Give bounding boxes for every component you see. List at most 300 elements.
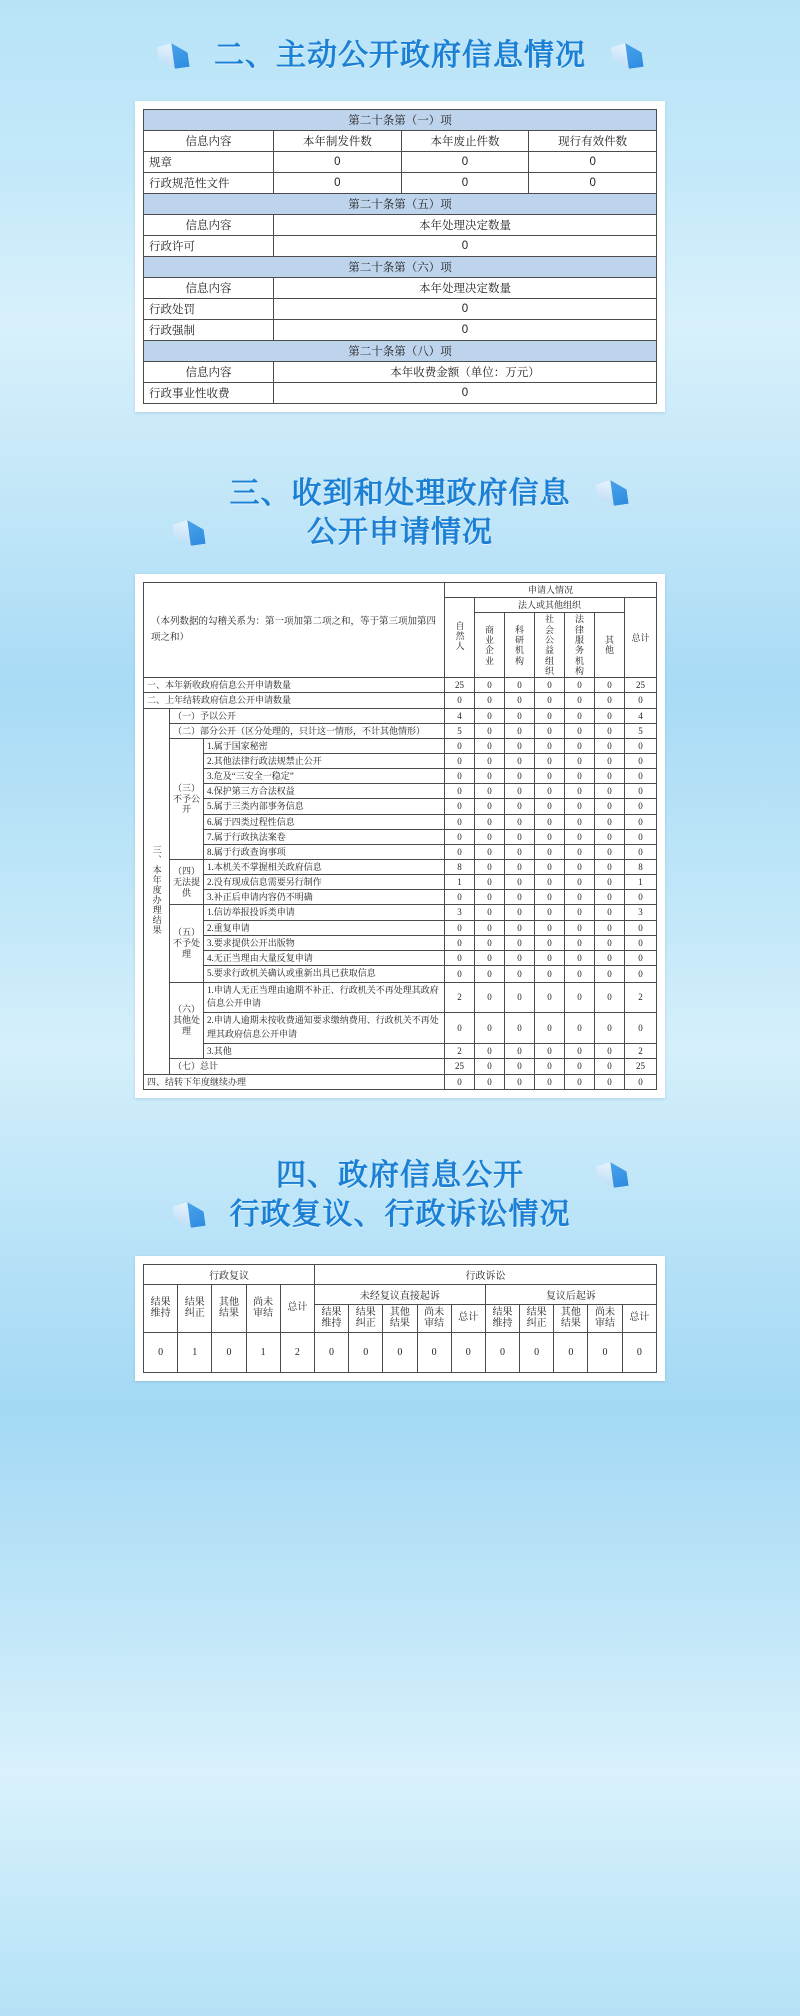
- cell-value: 0: [625, 814, 657, 829]
- cell-value: 0: [535, 1044, 565, 1059]
- subgroup-header-after: 复议后起诉: [485, 1284, 656, 1304]
- row-label: 一、本年新收政府信息公开申请数量: [144, 678, 445, 693]
- group-header-litigation: 行政诉讼: [314, 1264, 656, 1284]
- table-header-row: [144, 131, 657, 152]
- cell-value: 0: [505, 738, 535, 753]
- cell-value: 0: [595, 950, 625, 965]
- row-label: 行政规范性文件: [144, 173, 274, 194]
- cell-value: 0: [475, 1074, 505, 1089]
- row-label: 6.属于四类过程性信息: [204, 814, 445, 829]
- cell-value: 0: [475, 754, 505, 769]
- cell-value: 0: [565, 1013, 595, 1044]
- cell-value: 0: [565, 1059, 595, 1074]
- table-row: [144, 799, 657, 814]
- cell-value: 0: [565, 769, 595, 784]
- band-label: 第二十条第（八）项: [144, 341, 657, 362]
- cell-value: 0: [535, 890, 565, 905]
- cell-value: 1: [445, 875, 475, 890]
- cell-value: 0: [625, 966, 657, 983]
- application-handling-table: [143, 582, 657, 1090]
- cell-value: 0: [535, 950, 565, 965]
- cell-value: 0: [565, 890, 595, 905]
- cell-value: 0: [505, 875, 535, 890]
- cell-value: 0: [505, 678, 535, 693]
- col-header-pending: 尚未审结: [246, 1284, 280, 1332]
- cell-value: 0: [535, 723, 565, 738]
- cell-value: 0: [505, 829, 535, 844]
- diamond-cube-icon: [172, 516, 206, 550]
- cell-value: 2: [445, 1044, 475, 1059]
- col-header-upheld: 结果维持: [144, 1284, 178, 1332]
- row-label: 8.属于行政查询事项: [204, 844, 445, 859]
- cell-value: 0: [622, 1332, 656, 1372]
- table-row: [144, 693, 657, 708]
- cell-value: 0: [417, 1332, 451, 1372]
- band-label: 第二十条第（五）项: [144, 194, 657, 215]
- cell-value: 0: [475, 799, 505, 814]
- cell-value: 8: [445, 860, 475, 875]
- row-label: （七）总计: [170, 1059, 445, 1074]
- cell-value: 0: [475, 1044, 505, 1059]
- cell-value: 0: [625, 1074, 657, 1089]
- col-header-upheld: 结果维持: [314, 1304, 348, 1332]
- row-label: 2.其他法律行政法规禁止公开: [204, 754, 445, 769]
- col-header: 本年收费金额（单位：万元）: [274, 362, 657, 383]
- cell-value: 0: [535, 784, 565, 799]
- table-row: [144, 754, 657, 769]
- cell-value: 0: [505, 1013, 535, 1044]
- row-label: 2.重复申请: [204, 920, 445, 935]
- cell-value: 0: [383, 1332, 417, 1372]
- cell-value: 0: [565, 950, 595, 965]
- cell-value: 0: [625, 920, 657, 935]
- table-band-row: [144, 341, 657, 362]
- col-header-public-welfare: 社会公益组织: [535, 613, 565, 678]
- table-row: [144, 950, 657, 965]
- cell-value: 0: [595, 754, 625, 769]
- cell-value: 0: [505, 1074, 535, 1089]
- cell-value: 0: [505, 890, 535, 905]
- col-header-other-result: 其他结果: [383, 1304, 417, 1332]
- col-header-corrected: 结果纠正: [178, 1284, 212, 1332]
- table-header-row: [144, 278, 657, 299]
- cell-value: 0: [445, 769, 475, 784]
- cell-value: 0: [505, 754, 535, 769]
- cell-value: 0: [274, 320, 657, 341]
- row-label: 四、结转下年度继续办理: [144, 1074, 445, 1089]
- reconsideration-litigation-table: [143, 1264, 657, 1373]
- table-row: [144, 383, 657, 404]
- cell-value: 0: [401, 152, 529, 173]
- cell-value: 0: [445, 890, 475, 905]
- col-header: 信息内容: [144, 131, 274, 152]
- col-header-subtotal: 总计: [280, 1284, 314, 1332]
- section-4-heading: [0, 1098, 800, 1234]
- cell-value: 0: [565, 814, 595, 829]
- cell-value: 0: [625, 754, 657, 769]
- cell-value: 0: [535, 799, 565, 814]
- cell-value: 25: [625, 678, 657, 693]
- table-row: [144, 982, 657, 1013]
- cell-value: 0: [475, 784, 505, 799]
- col-header: 现行有效件数: [529, 131, 657, 152]
- cell-value: 0: [475, 723, 505, 738]
- cell-value: 0: [565, 829, 595, 844]
- cell-value: 0: [595, 693, 625, 708]
- cell-value: 2: [445, 982, 475, 1013]
- table-row: [144, 1059, 657, 1074]
- cell-value: 0: [565, 905, 595, 920]
- applicant-group-header: 申请人情况: [445, 583, 657, 598]
- cell-value: 0: [535, 693, 565, 708]
- cell-value: 0: [565, 982, 595, 1013]
- cell-value: 5: [445, 723, 475, 738]
- cell-value: 0: [565, 738, 595, 753]
- col-header-subtotal: 总计: [622, 1304, 656, 1332]
- col-header-upheld: 结果维持: [485, 1304, 519, 1332]
- cell-value: 0: [595, 738, 625, 753]
- col-header-corrected: 结果纠正: [520, 1304, 554, 1332]
- cell-value: 4: [445, 708, 475, 723]
- table-row: [144, 1332, 657, 1372]
- cell-value: 0: [445, 693, 475, 708]
- cell-value: 4: [625, 708, 657, 723]
- group-label-not-processed: （五）不予处理: [170, 905, 204, 982]
- cell-value: 0: [274, 299, 657, 320]
- row-label: 行政处罚: [144, 299, 274, 320]
- cell-value: 0: [565, 844, 595, 859]
- cell-value: 0: [475, 905, 505, 920]
- col-header: 信息内容: [144, 215, 274, 236]
- col-header-pending: 尚未审结: [588, 1304, 622, 1332]
- section-4-title-line2: 行政复议、行政诉讼情况: [229, 1197, 571, 1231]
- cell-value: 0: [535, 829, 565, 844]
- cell-value: 0: [625, 738, 657, 753]
- cell-value: 0: [475, 678, 505, 693]
- cell-value: 1: [178, 1332, 212, 1372]
- cell-value: 0: [445, 754, 475, 769]
- group-label-cannot-provide: （四）无法提供: [170, 860, 204, 905]
- table-row: [144, 173, 657, 194]
- col-header-commercial: 商业企业: [475, 613, 505, 678]
- col-header: 信息内容: [144, 278, 274, 299]
- cell-value: 0: [595, 860, 625, 875]
- cell-value: 0: [595, 920, 625, 935]
- section-3-heading: [0, 412, 800, 552]
- cell-value: 0: [595, 799, 625, 814]
- cell-value: 0: [505, 1044, 535, 1059]
- col-header-subtotal: 总计: [451, 1304, 485, 1332]
- cell-value: 0: [475, 860, 505, 875]
- cell-value: 0: [475, 890, 505, 905]
- cell-value: 0: [565, 693, 595, 708]
- cell-value: 0: [595, 769, 625, 784]
- cell-value: 0: [625, 693, 657, 708]
- cell-value: 0: [565, 875, 595, 890]
- cell-value: 0: [595, 1059, 625, 1074]
- cell-value: 0: [274, 383, 657, 404]
- cell-value: 0: [445, 935, 475, 950]
- cell-value: 0: [475, 875, 505, 890]
- cell-value: 0: [445, 738, 475, 753]
- col-header-total: 总计: [625, 598, 657, 678]
- cell-value: 0: [529, 173, 657, 194]
- table-row: [144, 860, 657, 875]
- cell-value: 0: [565, 860, 595, 875]
- cell-value: 2: [625, 1044, 657, 1059]
- cell-value: 0: [625, 784, 657, 799]
- table3-card: [135, 1256, 665, 1381]
- cell-value: 0: [505, 844, 535, 859]
- table-band-row: [144, 257, 657, 278]
- cell-value: 0: [144, 1332, 178, 1372]
- cell-value: 0: [475, 769, 505, 784]
- cell-value: 0: [535, 769, 565, 784]
- cell-value: 0: [565, 799, 595, 814]
- table-row: [144, 935, 657, 950]
- cell-value: 0: [401, 173, 529, 194]
- table-row: [144, 723, 657, 738]
- cell-value: 0: [595, 905, 625, 920]
- section-2-heading: [0, 0, 800, 75]
- cell-value: 1: [246, 1332, 280, 1372]
- cell-value: 0: [595, 1013, 625, 1044]
- section-3-title: [230, 474, 571, 552]
- table-row: [144, 738, 657, 753]
- cell-value: 0: [529, 152, 657, 173]
- table-row: [144, 1013, 657, 1044]
- cell-value: 0: [475, 693, 505, 708]
- group-label-other-handling: （六）其他处理: [170, 982, 204, 1059]
- cell-value: 2: [625, 982, 657, 1013]
- section-3-title-line1: 三、收到和处理政府信息: [229, 477, 571, 510]
- col-header-other: 其他: [595, 613, 625, 678]
- row-label: 行政强制: [144, 320, 274, 341]
- cell-value: 0: [535, 982, 565, 1013]
- cell-value: 0: [595, 723, 625, 738]
- cell-value: 0: [349, 1332, 383, 1372]
- cell-value: 0: [595, 935, 625, 950]
- section-2-title: 二、主动公开政府信息情况: [214, 39, 586, 72]
- cell-value: 0: [274, 152, 402, 173]
- cell-value: 0: [625, 1013, 657, 1044]
- table-band-row: [144, 110, 657, 131]
- cell-value: 0: [535, 814, 565, 829]
- row-label: 5.要求行政机关确认或重新出具已获取信息: [204, 966, 445, 983]
- table-row: [144, 829, 657, 844]
- cell-value: 0: [445, 829, 475, 844]
- diamond-cube-icon: [610, 39, 644, 73]
- row-label: 规章: [144, 152, 274, 173]
- cell-value: 0: [535, 966, 565, 983]
- table-header-row: [144, 362, 657, 383]
- col-header-natural-person: 自然人: [445, 598, 475, 678]
- group-label-not-disclosed: （三）不予公开: [170, 738, 204, 859]
- cell-value: 5: [625, 723, 657, 738]
- cell-value: 0: [625, 799, 657, 814]
- table-row: [144, 320, 657, 341]
- section-4-title: [230, 1156, 571, 1234]
- table-row: [144, 920, 657, 935]
- table-row: [144, 708, 657, 723]
- table2-card: [135, 574, 665, 1098]
- col-header-legal-group: 法人或其他组织: [475, 598, 625, 613]
- cell-value: 0: [475, 982, 505, 1013]
- cell-value: 0: [535, 860, 565, 875]
- cell-value: 0: [595, 982, 625, 1013]
- cell-value: 0: [595, 875, 625, 890]
- cell-value: 0: [595, 1044, 625, 1059]
- cell-value: 0: [535, 738, 565, 753]
- cell-value: 0: [535, 844, 565, 859]
- table-row: [144, 875, 657, 890]
- row-label: 1.信访举报投诉类申请: [204, 905, 445, 920]
- cell-value: 0: [505, 950, 535, 965]
- col-header-pending: 尚未审结: [417, 1304, 451, 1332]
- cell-value: 0: [475, 708, 505, 723]
- cell-value: 0: [445, 920, 475, 935]
- cell-value: 0: [595, 1074, 625, 1089]
- disclosure-statistics-table: [143, 109, 657, 404]
- cell-value: 0: [475, 950, 505, 965]
- cell-value: 0: [505, 784, 535, 799]
- cell-value: 0: [445, 950, 475, 965]
- table-row: [144, 299, 657, 320]
- cell-value: 0: [505, 693, 535, 708]
- cell-value: 0: [475, 844, 505, 859]
- table-row: [144, 236, 657, 257]
- col-header-legal-service: 法律服务机构: [565, 613, 595, 678]
- cell-value: 8: [625, 860, 657, 875]
- cell-value: 0: [595, 678, 625, 693]
- cell-value: 0: [535, 1059, 565, 1074]
- table-row: [144, 905, 657, 920]
- table-row: [144, 1074, 657, 1089]
- cell-value: 0: [314, 1332, 348, 1372]
- row-label: 1.属于国家秘密: [204, 738, 445, 753]
- row-label: 4.保护第三方合法权益: [204, 784, 445, 799]
- cell-value: 0: [625, 769, 657, 784]
- cell-value: 0: [445, 799, 475, 814]
- table-band-row: [144, 194, 657, 215]
- row-label: 行政许可: [144, 236, 274, 257]
- table1-card: [135, 101, 665, 412]
- cell-value: 0: [554, 1332, 588, 1372]
- table-header-row: [144, 1264, 657, 1284]
- cell-value: 0: [565, 1044, 595, 1059]
- cell-value: 0: [274, 236, 657, 257]
- col-header: 本年处理决定数量: [274, 215, 657, 236]
- row-label: 3.补正后申请内容仍不明确: [204, 890, 445, 905]
- cell-value: 0: [475, 738, 505, 753]
- cell-value: 0: [588, 1332, 622, 1372]
- cell-value: 0: [445, 966, 475, 983]
- cell-value: 0: [520, 1332, 554, 1372]
- row-label: 1.申请人无正当理由逾期不补正、行政机关不再处理其政府信息公开申请: [204, 982, 445, 1013]
- cell-value: 0: [505, 1059, 535, 1074]
- cell-value: 0: [505, 966, 535, 983]
- cell-value: 0: [475, 935, 505, 950]
- cell-value: 0: [595, 966, 625, 983]
- diamond-cube-icon: [595, 476, 629, 510]
- cell-value: 0: [565, 920, 595, 935]
- cell-value: 0: [625, 829, 657, 844]
- row-label: 行政事业性收费: [144, 383, 274, 404]
- cell-value: 0: [535, 920, 565, 935]
- cell-value: 0: [274, 173, 402, 194]
- table-row: [144, 814, 657, 829]
- cell-value: 0: [565, 935, 595, 950]
- table-header-row: [144, 583, 657, 598]
- cell-value: 0: [475, 1059, 505, 1074]
- cell-value: 2: [280, 1332, 314, 1372]
- row-label: 2.申请人逾期未按收费通知要求缴纳费用、行政机关不再处理其政府信息公开申请: [204, 1013, 445, 1044]
- col-header: 本年废止件数: [401, 131, 529, 152]
- cell-value: 0: [535, 875, 565, 890]
- row-label: 5.属于三类内部事务信息: [204, 799, 445, 814]
- table-header-row: [144, 1284, 657, 1304]
- cell-value: 0: [535, 905, 565, 920]
- table-row: [144, 890, 657, 905]
- cell-value: 0: [445, 1013, 475, 1044]
- table-row: [144, 678, 657, 693]
- col-header-research: 科研机构: [505, 613, 535, 678]
- subgroup-header-direct: 未经复议直接起诉: [314, 1284, 485, 1304]
- group-header-reconsideration: 行政复议: [144, 1264, 315, 1284]
- cell-value: 3: [445, 905, 475, 920]
- cell-value: 25: [625, 1059, 657, 1074]
- group-label-annual-results: 三、本年度办理结果: [144, 708, 170, 1074]
- table-row: [144, 152, 657, 173]
- cell-value: 0: [505, 708, 535, 723]
- table-row: [144, 844, 657, 859]
- cell-value: 0: [505, 860, 535, 875]
- cell-value: 0: [625, 844, 657, 859]
- col-header: 本年制发件数: [274, 131, 402, 152]
- table-row: [144, 784, 657, 799]
- cell-value: 0: [535, 1074, 565, 1089]
- cell-value: 0: [565, 966, 595, 983]
- band-label: 第二十条第（六）项: [144, 257, 657, 278]
- cell-value: 0: [505, 769, 535, 784]
- row-label: （二）部分公开（区分处理的，只计这一情形，不计其他情形）: [170, 723, 445, 738]
- cell-value: 0: [475, 814, 505, 829]
- cell-value: 25: [445, 1059, 475, 1074]
- table-row: [144, 769, 657, 784]
- cell-value: 0: [505, 723, 535, 738]
- cell-value: 0: [505, 935, 535, 950]
- section-4-title-line1: 四、政府信息公开: [276, 1158, 524, 1192]
- col-header: 本年处理决定数量: [274, 278, 657, 299]
- cell-value: 0: [595, 708, 625, 723]
- col-header-corrected: 结果纠正: [349, 1304, 383, 1332]
- cell-value: 0: [535, 678, 565, 693]
- cell-value: 0: [565, 1074, 595, 1089]
- cell-value: 0: [451, 1332, 485, 1372]
- row-label: 3.危及“三安全一稳定”: [204, 769, 445, 784]
- cell-value: 0: [535, 1013, 565, 1044]
- cell-value: 0: [535, 708, 565, 723]
- row-label: 7.属于行政执法案卷: [204, 829, 445, 844]
- cell-value: 0: [535, 754, 565, 769]
- section-3-title-line2: 公开申请情况: [307, 516, 493, 549]
- band-label: 第二十条第（一）项: [144, 110, 657, 131]
- cell-value: 3: [625, 905, 657, 920]
- cell-value: 0: [485, 1332, 519, 1372]
- cell-value: 0: [475, 920, 505, 935]
- cell-value: 0: [595, 814, 625, 829]
- row-label: 3.其他: [204, 1044, 445, 1059]
